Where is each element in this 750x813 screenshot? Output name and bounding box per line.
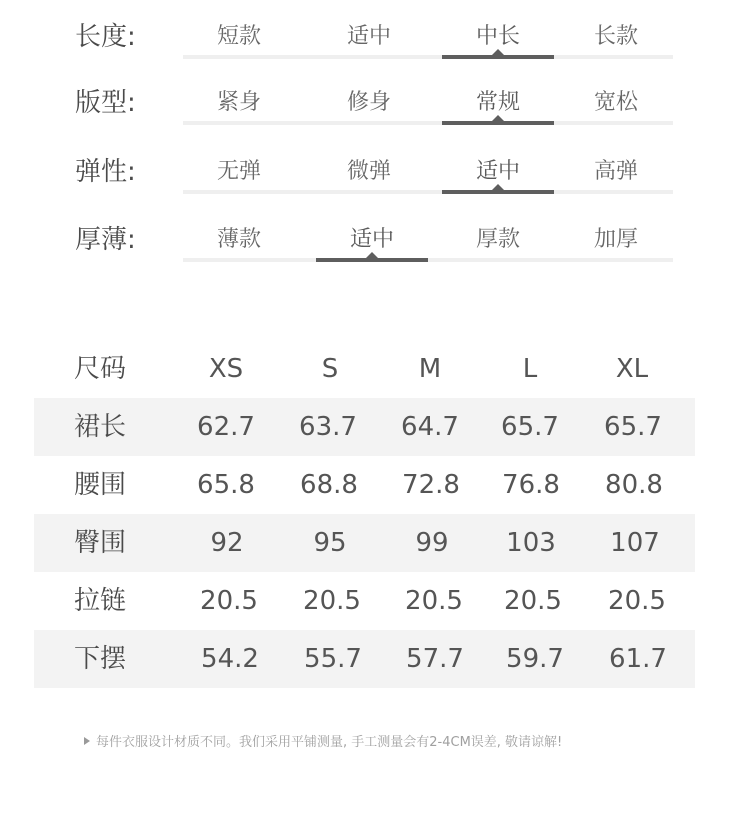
size-header-cell: S [321, 354, 339, 384]
selected-bar [442, 190, 554, 194]
attr-option[interactable]: 适中 [442, 157, 554, 187]
table-row [34, 572, 695, 630]
table-cell: 99 [415, 528, 449, 558]
table-cell: 68.8 [300, 470, 358, 500]
attr-track [183, 121, 673, 125]
size-table-header [34, 340, 695, 398]
table-cell: 65.8 [197, 470, 255, 500]
selected-bar [442, 121, 554, 125]
table-cell: 57.7 [406, 644, 464, 674]
attr-label: 版型: [75, 88, 136, 118]
table-cell: 20.5 [200, 586, 258, 616]
row-label: 下摆 [74, 644, 127, 674]
row-label: 裙长 [74, 412, 127, 442]
attr-option[interactable]: 中长 [442, 22, 554, 52]
row-label: 臀围 [74, 528, 127, 558]
table-cell: 80.8 [605, 470, 663, 500]
attr-option[interactable]: 加厚 [593, 227, 638, 252]
size-header-cell: M [418, 354, 442, 384]
selected-bar [442, 55, 554, 59]
table-cell: 64.7 [401, 412, 459, 442]
table-cell: 95 [313, 528, 347, 558]
attr-row-thickness [0, 223, 750, 283]
table-cell: 72.8 [402, 470, 460, 500]
row-label: 腰围 [74, 470, 127, 500]
table-cell: 107 [610, 528, 660, 558]
attr-option[interactable]: 修身 [346, 90, 391, 115]
table-cell: 63.7 [299, 412, 357, 442]
table-row [34, 630, 695, 688]
attr-option[interactable]: 适中 [346, 24, 391, 49]
table-cell: 92 [210, 528, 244, 558]
attr-label: 厚薄: [75, 225, 136, 255]
table-cell: 20.5 [303, 586, 361, 616]
size-header-cell: L [522, 354, 538, 384]
selected-bar [316, 258, 428, 262]
attr-option[interactable]: 无弹 [216, 159, 261, 184]
attr-option[interactable]: 薄款 [216, 227, 261, 252]
row-label: 拉链 [74, 586, 127, 616]
attr-label: 长度: [75, 22, 136, 52]
attr-option[interactable]: 厚款 [475, 227, 520, 252]
triangle-right-icon [84, 737, 90, 745]
table-cell: 54.2 [201, 644, 259, 674]
table-row [34, 456, 695, 514]
attr-option[interactable]: 适中 [316, 225, 428, 255]
table-cell: 65.7 [604, 412, 662, 442]
table-cell: 62.7 [197, 412, 255, 442]
attr-row-fit [0, 86, 750, 146]
table-cell: 103 [506, 528, 556, 558]
footnote-text: 每件衣服设计材质不同。我们采用平铺测量, 手工测量会有2-4CM误差, 敬请谅解! [96, 735, 563, 750]
table-cell: 55.7 [304, 644, 362, 674]
attr-option[interactable]: 常规 [442, 88, 554, 118]
attr-option[interactable]: 宽松 [593, 90, 638, 115]
table-cell: 65.7 [501, 412, 559, 442]
size-table [34, 340, 695, 688]
attr-label: 弹性: [75, 157, 136, 187]
table-cell: 20.5 [405, 586, 463, 616]
attr-track [183, 55, 673, 59]
attr-option[interactable]: 长款 [593, 24, 638, 49]
size-header-cell: XS [208, 354, 244, 384]
attr-option[interactable]: 短款 [216, 24, 261, 49]
attr-option[interactable]: 紧身 [216, 90, 261, 115]
table-cell: 20.5 [608, 586, 666, 616]
attr-row-elasticity [0, 155, 750, 215]
table-cell: 61.7 [609, 644, 667, 674]
attr-track [183, 258, 673, 262]
table-row [34, 514, 695, 572]
table-cell: 59.7 [506, 644, 564, 674]
size-header-cell: XL [615, 354, 649, 384]
attr-option[interactable]: 微弹 [346, 159, 391, 184]
attr-row-length [0, 20, 750, 80]
footnote [84, 733, 562, 753]
attr-track [183, 190, 673, 194]
table-cell: 76.8 [502, 470, 560, 500]
table-cell: 20.5 [504, 586, 562, 616]
table-row [34, 398, 695, 456]
size-header-label: 尺码 [74, 354, 127, 384]
attr-option[interactable]: 高弹 [593, 159, 638, 184]
